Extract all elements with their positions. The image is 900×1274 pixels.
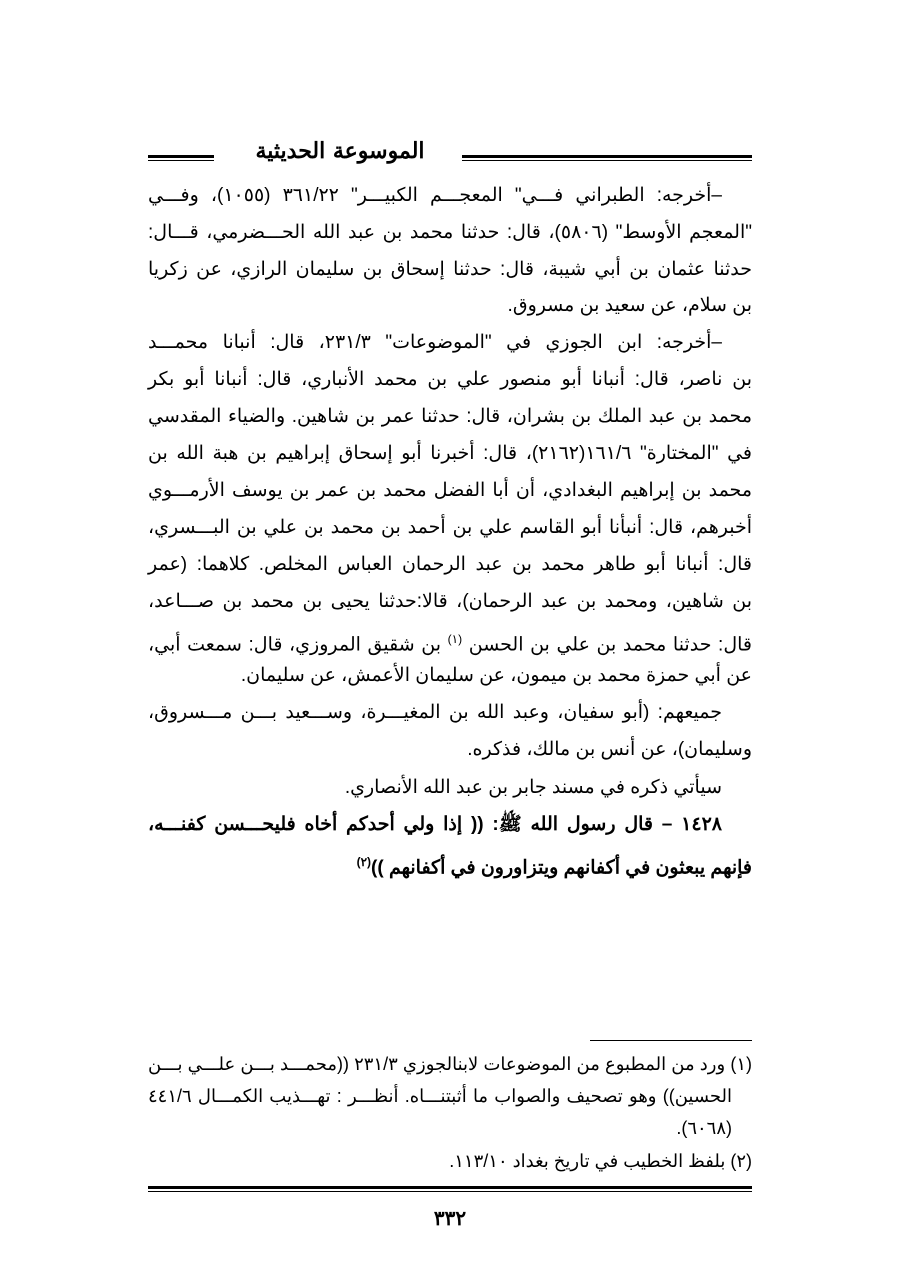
text-line: أخبرهم، قال: أنبأنا أبو القاسم علي بن أحمد بن محمد بن علي بن البـــسري، [148,517,752,538]
text-segment: فإنهم يبعثون في أكفانهم ويتزاورون في أكفانهم )) [371,857,752,879]
text-line: حدثنا عثمان بن أبي شيبة، قال: حدثنا إسحاق بن سليمان الرازي، عن زكريا [148,259,752,280]
text-line: بن شاهين، ومحمد بن عبد الرحمان)، قالا:حدثنا يحيى بن محمد بن صـــاعد، [148,591,752,612]
text-line: قال: أنبانا أبو طاهر محمد بن عبد الرحمان العباس المخلص. كلاهما: (عمر [148,554,752,575]
text-line: "المعجم الأوسط" (٥٨٠٦)، قال: حدثنا محمد بن عبد الله الحـــضرمي، قـــال: [148,222,752,243]
header-rule-left [148,155,214,161]
footnote-line: الحسين)) وهو تصحيف والصواب ما أثبتنـــاه. أنظـــر : تهـــذيب الكمـــال ٤٤١/٦ [148,1086,732,1106]
hadith-heading-line: ١٤٢٨ – قال رسول الله ﷺ: (( إذا ولي أحدكم أخاه فليحـــسن كفنـــه، [148,814,722,835]
text-line: سيأتي ذكره في مسند جابر بن عبد الله الأنصاري. [344,777,722,798]
text-line: جميعهم: (أبو سفيان، وعبد الله بن المغيـــرة، وســـعيد بـــن مـــسروق، [148,702,722,723]
text-line: بن سلام، عن سعيد بن مسروق. [507,295,752,316]
header-rule-right [462,155,752,161]
text-line: عن أبي حمزة محمد بن ميمون، عن سليمان الأعمش، عن سليمان. [240,665,752,686]
text-line: –أخرجه: الطبراني فـــي" المعجـــم الكبيـــر" ٣٦١/٢٢ (١٠٥٥)، وفـــي [148,185,722,206]
footnote-line: (٢) بلفظ الخطيب في تاريخ بغداد ١١٣/١٠. [449,1151,752,1171]
text-segment: بن شقيق المروزي، قال: سمعت أبي، [148,634,442,656]
page-number: ٣٣٢ [433,1208,467,1230]
footnote-line: (١) ورد من المطبوع من الموضوعات لابنالجوزي ٢٣١/٣ ((محمـــد بـــن علـــي بـــن [148,1054,752,1074]
footer-rule [148,1186,752,1192]
text-line: –أخرجه: ابن الجوزي في "الموضوعات" ٢٣١/٣، قال: أنبانا محمـــد [148,332,722,353]
footnote-ref-1[interactable]: (١) [447,632,463,646]
text-line: في "المختارة" ١٦١/٦(٢١٦٢)، قال: أخبرنا أبو إسحاق إبراهيم بن هبة الله بن [148,443,753,464]
text-line [148,627,752,657]
text-line: بن ناصر، قال: أنبانا أبو منصور علي بن محمد الأنباري، قال: أنبانا أبو بكر [148,369,752,390]
text-line: محمد بن عبد الملك بن بشران، قال: حدثنا عمر بن شاهين. والضياء المقدسي [148,406,752,427]
running-header-title: الموسوعة الحديثية [255,138,425,164]
text-line: محمد بن إبراهيم البغدادي، أن أبا الفضل محمد بن عمر بن يوسف الأرمـــوي [148,480,752,501]
footnote-separator [590,1040,752,1041]
footnote-ref-2[interactable]: (٢) [356,855,372,869]
hadith-heading-line [148,850,752,880]
text-segment: قال: حدثنا محمد بن علي بن الحسن [468,634,753,656]
footnote-line: (٦٠٦٨). [676,1118,732,1138]
text-line: وسليمان)، عن أنس بن مالك، فذكره. [467,739,752,760]
